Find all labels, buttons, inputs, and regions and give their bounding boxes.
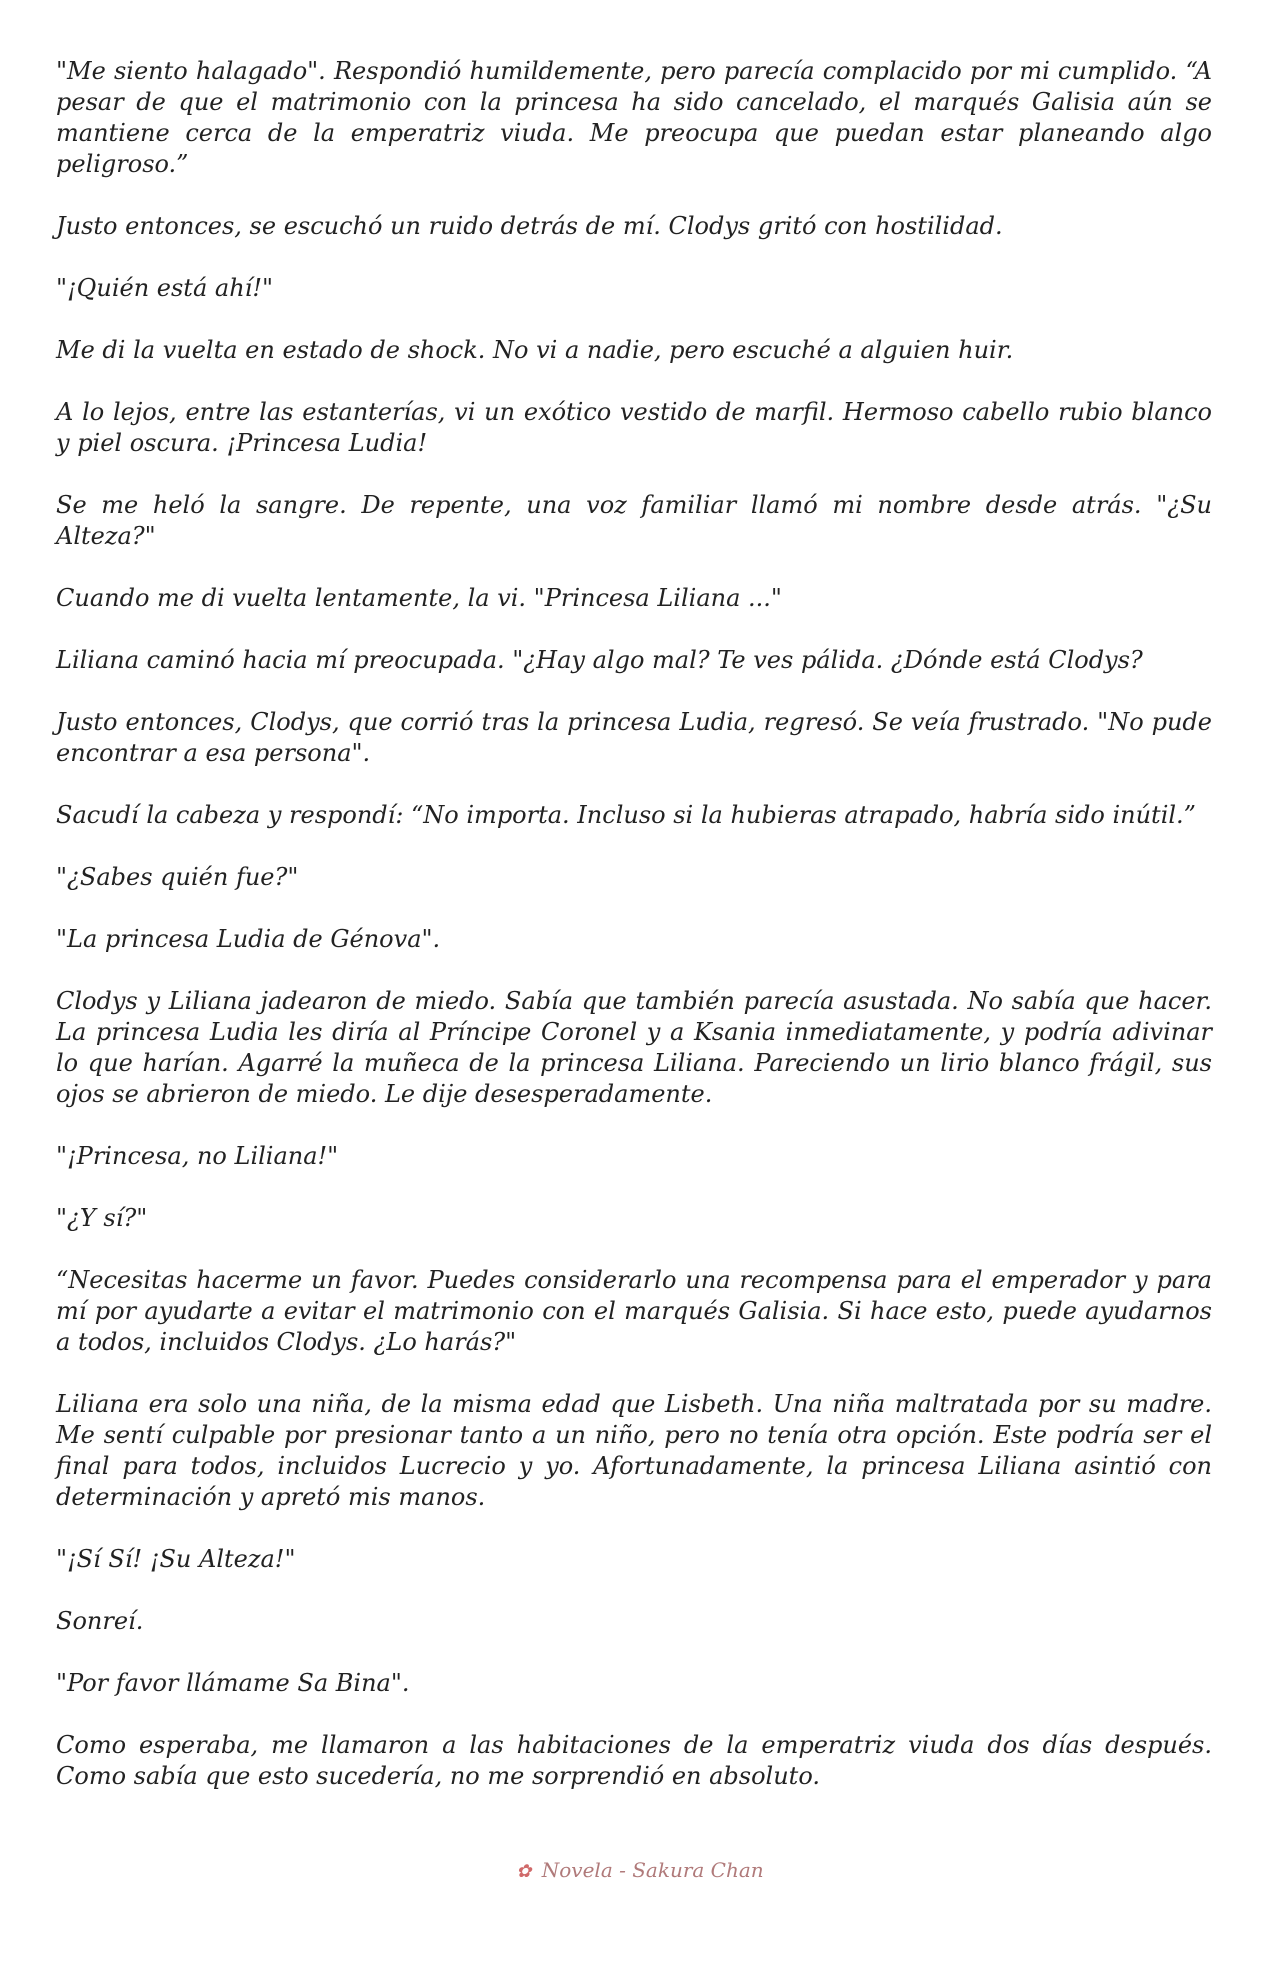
watermark-footer bbox=[0, 1858, 1280, 1882]
paragraph: Justo entonces, se escuchó un ruido detrás de mí. Clodys gritó con hostilidad. bbox=[56, 212, 1003, 240]
paragraph: "¡Quién está ahí!" bbox=[56, 274, 274, 302]
paragraph: "¿Sabes quién fue?" bbox=[56, 863, 299, 891]
paragraph: "¡Sí Sí! ¡Su Alteza!" bbox=[56, 1545, 296, 1573]
paragraph: Liliana era solo una niña, de la misma edad que Lisbeth. Una niña maltratada por su madre. Me sentí culpable por presionar tanto a un niño, pero no tenía otra opción. Este podría ser el final para todos, incluidos Lucrecio y yo. Afortunadamente, la princesa Liliana asintió con determinación y apretó mis manos. bbox=[56, 1390, 1212, 1511]
paragraph: "¡Princesa, no Liliana!" bbox=[56, 1142, 339, 1170]
paragraph: "Por favor llámame Sa Bina". bbox=[56, 1669, 410, 1697]
paragraph: "¿Y sí?" bbox=[56, 1204, 148, 1232]
paragraph: Se me heló la sangre. De repente, una voz familiar llamó mi nombre desde atrás. "¿Su Alteza?" bbox=[56, 491, 1212, 550]
paragraph: A lo lejos, entre las estanterías, vi un exótico vestido de marfil. Hermoso cabello rubio blanco y piel oscura. ¡Princesa Ludia! bbox=[56, 398, 1212, 457]
paragraph: "La princesa Ludia de Génova". bbox=[56, 925, 441, 953]
paragraph: Como esperaba, me llamaron a las habitaciones de la emperatriz viuda dos días después. Como sabía que esto sucedería, no me sorprendió en absoluto. bbox=[56, 1731, 1212, 1790]
document-body bbox=[56, 56, 1212, 1792]
paragraph: Liliana caminó hacia mí preocupada. "¿Hay algo mal? Te ves pálida. ¿Dónde está Clodys? bbox=[56, 646, 1143, 674]
watermark-text: Novela - Sakura Chan bbox=[541, 1858, 764, 1882]
paragraph: “Necesitas hacerme un favor. Puedes considerarlo una recompensa para el emperador y para mí por ayudarte a evitar el matrimonio con el marqués Galisia. Si hace esto, puede ayudarnos a todos, incluidos Clodys. ¿Lo harás?" bbox=[56, 1266, 1212, 1356]
sakura-flower-icon: ✿ bbox=[516, 1861, 532, 1882]
paragraph: Cuando me di vuelta lentamente, la vi. "Princesa Liliana ..." bbox=[56, 584, 782, 612]
paragraph: Sacudí la cabeza y respondí: “No importa. Incluso si la hubieras atrapado, habría sido inútil.” bbox=[56, 801, 1196, 829]
paragraph: Me di la vuelta en estado de shock. No vi a nadie, pero escuché a alguien huir. bbox=[56, 336, 1014, 364]
paragraph: "Me siento halagado". Respondió humildemente, pero parecía complacido por mi cumplido. “A pesar de que el matrimonio con la princesa ha sido cancelado, el marqués Galisia aún se mantiene cerca de la emperatriz viuda. Me preocupa que puedan estar planeando algo peligroso.” bbox=[56, 57, 1212, 178]
paragraph: Clodys y Liliana jadearon de miedo. Sabía que también parecía asustada. No sabía que hacer. La princesa Ludia les diría al Príncipe Coronel y a Ksania inmediatamente, y podría adivinar lo que harían. Agarré la muñeca de la princesa Liliana. Pareciendo un lirio blanco frágil, sus ojos se abrieron de miedo. Le dije desesperadamente. bbox=[56, 987, 1212, 1108]
paragraph: Sonreí. bbox=[56, 1607, 144, 1635]
paragraph: Justo entonces, Clodys, que corrió tras la princesa Ludia, regresó. Se veía frustrado. "No pude encontrar a esa persona". bbox=[56, 708, 1212, 767]
